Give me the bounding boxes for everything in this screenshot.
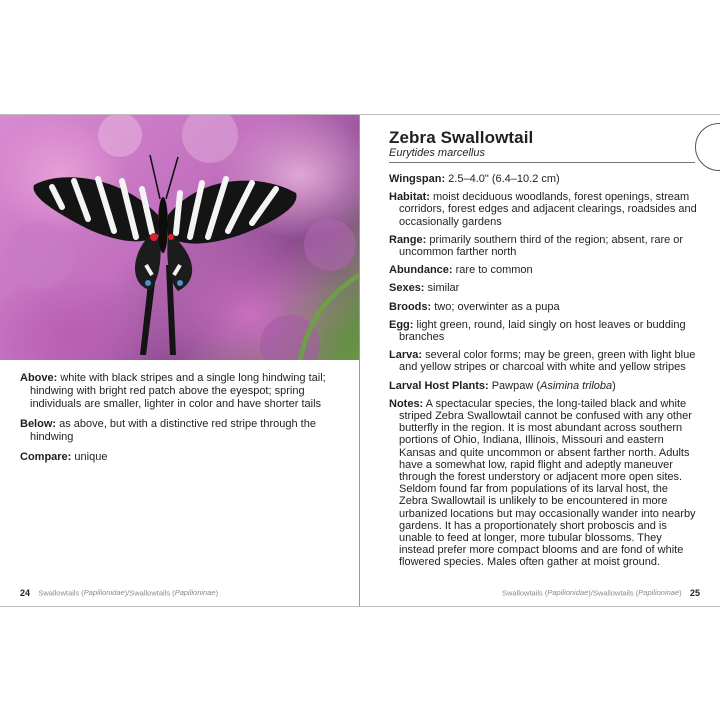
above-entry bbox=[20, 372, 340, 411]
entry-label: Sexes: bbox=[389, 282, 425, 295]
larva-entry bbox=[389, 349, 699, 373]
entry-text: 2.5–4.0" (6.4–10.2 cm) bbox=[445, 173, 560, 185]
page-number: 25 bbox=[689, 588, 700, 599]
footer-section: Swallowtails ( bbox=[501, 588, 548, 598]
entry-label: Egg: bbox=[389, 318, 414, 331]
compare-entry bbox=[20, 451, 340, 464]
species-details bbox=[389, 173, 699, 575]
entry-label: Notes: bbox=[389, 397, 424, 410]
footer-family: Papilionidae bbox=[83, 588, 125, 597]
left-page-description bbox=[20, 372, 340, 471]
entry-label: Larval Host Plants: bbox=[389, 379, 489, 392]
footer-section: )/Swallowtails ( bbox=[124, 588, 175, 598]
entry-text: two; overwinter as a pupa bbox=[431, 300, 560, 313]
title-divider bbox=[389, 162, 695, 163]
entry-text: white with black stripes and a single long hindwing tail; hindwing with bright red patch above the eyespot; spring individuals are smaller, lighter in color and have shorter tails bbox=[30, 372, 326, 410]
entry-text: ) bbox=[612, 379, 616, 392]
entry-label: Abundance: bbox=[389, 264, 453, 277]
host-plant-scientific: Asimina triloba bbox=[540, 379, 613, 392]
right-page bbox=[360, 115, 720, 606]
entry-label: Below: bbox=[20, 418, 57, 430]
entry-label: Compare: bbox=[20, 451, 72, 463]
thumb-tab bbox=[695, 123, 720, 171]
entry-text: as above, but with a distinctive red stripe through the hindwing bbox=[30, 418, 316, 443]
sexes-entry bbox=[389, 282, 699, 294]
habitat-entry bbox=[389, 191, 699, 228]
entry-label: Broods: bbox=[389, 300, 432, 313]
footer-section: ) bbox=[215, 588, 219, 598]
notes-entry bbox=[389, 398, 699, 569]
entry-label: Wingspan: bbox=[389, 173, 446, 185]
footer-section: )/Swallowtails ( bbox=[588, 588, 639, 598]
entry-label: Range: bbox=[389, 233, 427, 246]
entry-text: several color forms; may be green, green with light blue and yellow stripes or charcoal with white and yellow stripes bbox=[399, 349, 696, 374]
butterfly-photo bbox=[0, 115, 359, 360]
entry-text: Pawpaw ( bbox=[488, 379, 540, 392]
abundance-entry bbox=[389, 264, 699, 276]
entry-label: Larva: bbox=[389, 349, 423, 362]
right-footer bbox=[502, 588, 700, 598]
page-number: 24 bbox=[20, 588, 31, 599]
scientific-name: Eurytides marcellus bbox=[389, 147, 485, 159]
entry-text: A spectacular species, the long-tailed black and white striped Zebra Swallowtail cannot be confused with any other butterfly in the region. It is most abundant across southern portions of Ohio, Indiana, Illinois, Missouri and eastern Kansas and quite uncommon or absent farther north. Adults have a somewhat low, rapid flight and adeptly maneuver through the forest understory or adjacent more open sites. Seldom found far from populations of its larval host, the Zebra Swallowtail is unlikely to be encountered in more urbanized locations but may occasionally wander into nearby gardens. It has a proportionately short proboscis and is unable to feed at longer, more tubular blossoms. They instead prefer more compact blooms and are fond of white flowered species. Males often gather at moist ground. bbox=[399, 397, 696, 569]
footer-section: ) bbox=[679, 588, 682, 598]
entry-text: light green, round, laid singly on host leaves or budding branches bbox=[399, 318, 686, 344]
entry-label: Habitat: bbox=[389, 191, 430, 204]
footer-subfamily: Papilioninae bbox=[638, 588, 680, 597]
species-title: Zebra Swallowtail bbox=[389, 128, 534, 147]
footer-section: Swallowtails ( bbox=[38, 588, 84, 598]
book-spread bbox=[0, 114, 720, 607]
egg-entry bbox=[389, 319, 699, 343]
entry-label: Above: bbox=[20, 372, 58, 384]
entry-text: unique bbox=[71, 451, 108, 463]
footer-subfamily: Papilioninae bbox=[174, 588, 216, 597]
left-page bbox=[0, 115, 360, 606]
entry-text: moist deciduous woodlands, forest openings, stream corridors, forest edges and adjacent clearings, roadsides and occasionally gardens bbox=[399, 191, 697, 228]
broods-entry bbox=[389, 301, 699, 313]
entry-text: similar bbox=[424, 282, 460, 295]
wingspan-entry bbox=[389, 173, 699, 185]
entry-text: primarily southern third of the region; absent, rare or uncommon farther north bbox=[399, 233, 684, 259]
zebra-swallowtail-illustration bbox=[0, 115, 359, 360]
below-entry bbox=[20, 418, 340, 444]
range-entry bbox=[389, 234, 699, 258]
entry-text: rare to common bbox=[452, 264, 533, 277]
host-plants-entry bbox=[389, 380, 699, 392]
left-footer bbox=[20, 588, 218, 598]
footer-family: Papilionidae bbox=[547, 588, 589, 597]
